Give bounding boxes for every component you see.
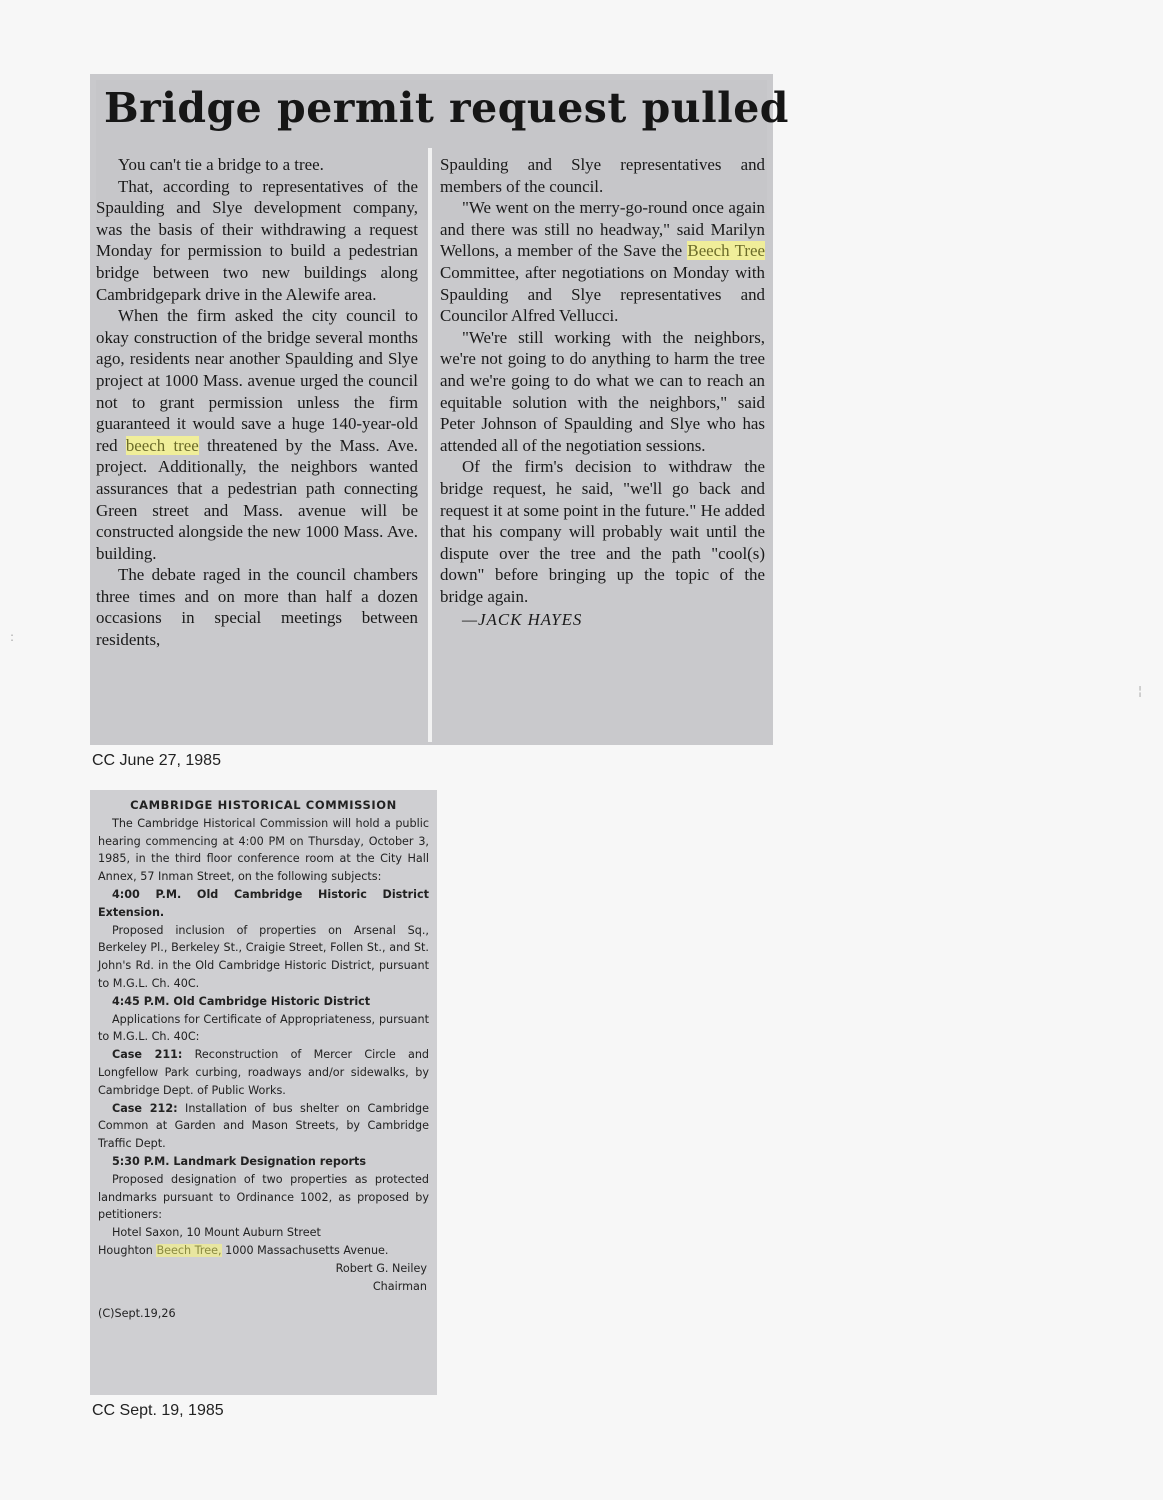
property-text: Houghton	[98, 1243, 153, 1257]
highlight-beech-tree: Beech Tree	[687, 241, 765, 261]
paragraph-text: "We went on the merry-go-round once again and there was still no headway," said Marilyn Wellons, a member of the Save the	[440, 198, 765, 261]
caption-1: CC June 27, 1985	[92, 752, 221, 769]
byline: —JACK HAYES	[462, 610, 583, 630]
paragraph: "We're still working with the neighbors, we're not going to do anything to harm the tree and we're going to do what we can to reach an equitable solution with the neighbors," said Peter Johnson of Spaulding and Slye who has attended all of the negotiation sessions.	[440, 327, 765, 455]
notice-item-body: Proposed designation of two properties as protected landmarks pursuant to Ordinance 1002, as proposed by petitioners:	[98, 1172, 429, 1222]
scan-artifact: :	[10, 630, 15, 644]
property-line	[98, 1242, 429, 1260]
notice-item-heading: 4:45 P.M. Old Cambridge Historic District	[112, 994, 371, 1008]
case-label: Case 211:	[112, 1048, 183, 1062]
scan-artifact: ¦	[1138, 684, 1143, 698]
notice-intro: The Cambridge Historical Commission will hold a public hearing commencing at 4:00 PM on Thursday, October 3, 1985, in the third floor conference room at the City Hall Annex, 57 Inman Street, on the following subjects:	[98, 816, 429, 884]
paragraph-text: Committee, after negotiations on Monday with Spaulding and Slye representatives and Councilor Alfred Vellucci.	[440, 262, 765, 326]
notice-footer: (C)Sept.19,26	[98, 1307, 176, 1321]
paragraph: That, according to representatives of the Spaulding and Slye development company, was the basis of their withdrawing a request Monday for permission to build a pedestrian bridge between two new buildings along Cambridgepark drive in the Alewife area.	[96, 176, 418, 304]
caption-2: CC Sept. 19, 1985	[92, 1402, 224, 1419]
highlight-beech-tree: Beech Tree,	[156, 1243, 222, 1257]
notice-title: CAMBRIDGE HISTORICAL COMMISSION	[130, 798, 397, 812]
paragraph-text: threatened by the Mass. Ave. project. Additionally, the neighbors wanted assurances that a pedestrian path connecting Green street and Mass. avenue will be constructed alongside the new 1000 Mass. Ave. building.	[96, 435, 418, 563]
paragraph	[96, 305, 418, 564]
paragraph-text: When the firm asked the city council to okay construction of the bridge several months ago, residents near another Spaulding and Slye project at 1000 Mass. avenue urged the council not to grant permission unless the firm guaranteed it would save a huge 140-year-old red	[96, 306, 418, 455]
column-divider	[428, 148, 432, 742]
property-text: 1000 Massachusetts Avenue.	[225, 1243, 389, 1257]
notice-item-body: Applications for Certificate of Appropriateness, pursuant to M.G.L. Ch. 40C:	[98, 1012, 429, 1044]
case-body: Installation of bus shelter on Cambridge Common at Garden and Mason Streets, by Cambridge Traffic Dept.	[98, 1101, 430, 1151]
notice-item-heading: 5:30 P.M. Landmark Designation reports	[112, 1154, 367, 1168]
paragraph: You can't tie a bridge to a tree.	[118, 155, 324, 174]
notice-case	[98, 1100, 429, 1153]
notice-case	[98, 1046, 429, 1099]
news-clipping-bridge	[90, 74, 789, 745]
signature-name: Robert G. Neiley	[335, 1261, 427, 1275]
paragraph: Spaulding and Slye representatives and members of the council.	[440, 155, 765, 196]
signature-title: Chairman	[372, 1279, 427, 1293]
case-label: Case 212:	[112, 1101, 178, 1115]
news-clipping-notice	[90, 790, 437, 1395]
paragraph: Of the firm's decision to withdraw the bridge request, he said, "we'll go back and request it at some point in the future." He added that his company will probably wait until the dispute over the tree and the path "cool(s) down" before bringing up the topic of the bridge again.	[440, 457, 765, 606]
article-column-2	[440, 154, 765, 631]
paragraph: The debate raged in the council chambers three times and on more than half a dozen occasions in special meetings between residents,	[96, 565, 418, 650]
highlight-beech-tree: beech tree	[125, 435, 199, 455]
property-line: Hotel Saxon, 10 Mount Auburn Street	[112, 1226, 321, 1240]
case-body: Reconstruction of Mercer Circle and Longfellow Park curbing, roadways and/or sidewalks, by Cambridge Dept. of Public Works.	[98, 1048, 430, 1097]
paragraph	[440, 197, 765, 327]
headline: Bridge permit request pulled	[104, 84, 789, 132]
notice-item-heading: 4:00 P.M. Old Cambridge Historic District Extension.	[98, 887, 429, 919]
article-column-1	[96, 154, 418, 651]
notice-item-body: Proposed inclusion of properties on Arsenal Sq., Berkeley Pl., Berkeley St., Craigie Street, Follen St., and St. John's Rd. in the Old Cambridge Historic District, pursuant to M.G.L. Ch. 40C.	[98, 923, 429, 990]
